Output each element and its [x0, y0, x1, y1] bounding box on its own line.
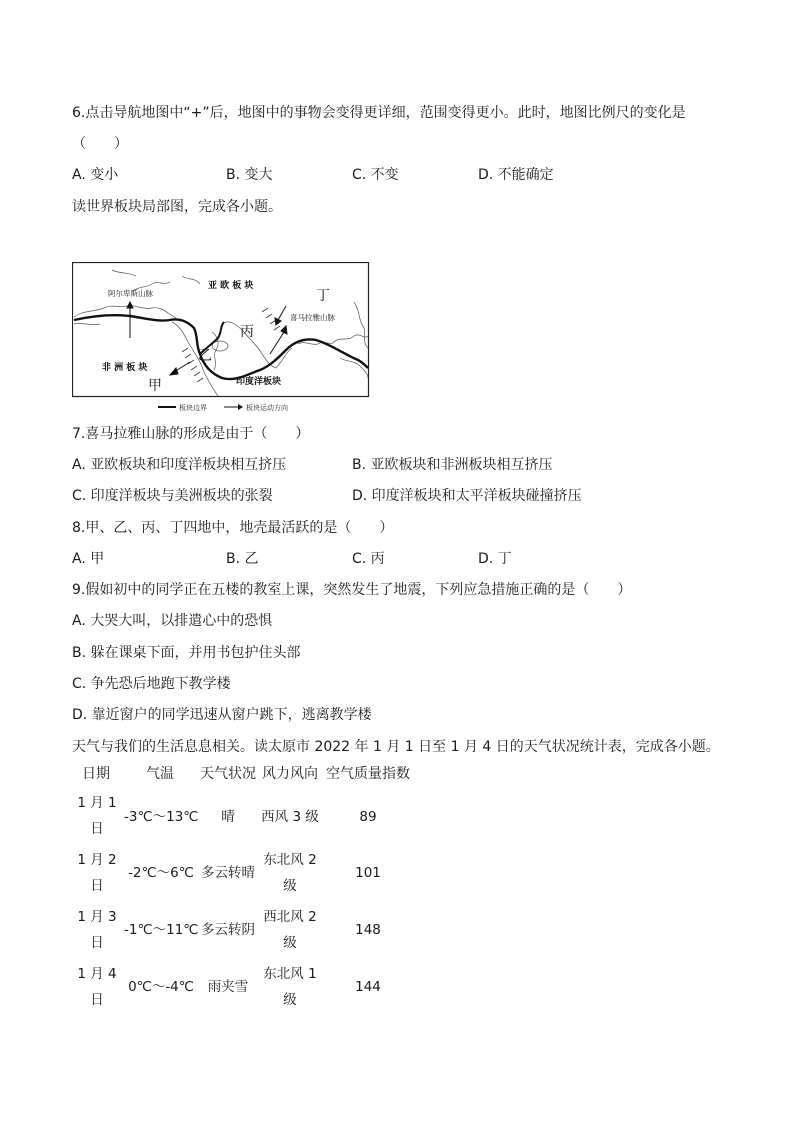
row2-date-line2: 日: [90, 878, 104, 894]
header-weather: 天气状况: [200, 766, 256, 782]
q8-option-d: D. 丁: [478, 551, 512, 567]
row4-date-line1: 1 月 4: [77, 966, 117, 982]
q7-option-d: D. 印度洋板块和太平洋板块碰撞挤压: [352, 488, 582, 504]
row3-temp: -1℃～11℃: [124, 922, 199, 938]
row1-date-line1: 1 月 1: [77, 795, 117, 811]
q8-option-a: A. 甲: [72, 551, 105, 567]
row2-date-line1: 1 月 2: [77, 852, 117, 868]
label-bing: 丙: [240, 324, 254, 340]
row3-wind-line1: 西北风 2: [263, 909, 317, 925]
row1-wind: 西风 3 级: [261, 809, 319, 825]
row2-weather: 多云转晴: [201, 865, 255, 881]
legend-direction-text: 板块运动方向: [246, 404, 288, 412]
header-wind: 风力风向: [262, 766, 318, 782]
row4-aqi: 144: [355, 979, 381, 995]
weather-intro: 天气与我们的生活息息相关。读太原市 2022 年 1 月 1 日至 1 月 4 日的天气状况统计表，完成各小题。: [72, 739, 720, 755]
legend-arrow-icon: [224, 404, 243, 410]
q8-stem: 8.甲、乙、丙、丁四地中，地壳最活跃的是（ ）: [72, 520, 394, 536]
q9-option-d: D. 靠近窗户的同学迅速从窗户跳下，逃离教学楼: [72, 707, 372, 723]
q6-option-c: C. 不变: [352, 167, 399, 183]
q7-stem: 7.喜马拉雅山脉的形成是由于（ ）: [72, 426, 310, 442]
row3-aqi: 148: [355, 922, 381, 938]
african-plate-label: 非 洲 板 块: [102, 363, 148, 373]
q9-option-b: B. 躲在课桌下面，并用书包护住头部: [72, 645, 301, 661]
label-ding: 丁: [316, 288, 330, 304]
himalaya-label: 喜马拉雅山脉: [290, 313, 335, 322]
row2-wind-line2: 级: [283, 878, 297, 894]
q7-option-c: C. 印度洋板块与美洲板块的张裂: [72, 488, 273, 504]
q6-stem-line2: （ ）: [72, 136, 128, 152]
row2-wind-line1: 东北风 2: [263, 852, 317, 868]
q6-option-b: B. 变大: [226, 167, 273, 183]
map-intro: 读世界板块局部图，完成各小题。: [72, 199, 282, 215]
q9-stem: 9.假如初中的同学正在五楼的教室上课，突然发生了地震，下列应急措施正确的是（ ）: [72, 582, 632, 598]
q9-option-a: A. 大哭大叫，以排遣心中的恐惧: [72, 613, 273, 629]
header-temp: 气温: [146, 766, 174, 782]
row4-wind-line2: 级: [283, 992, 297, 1008]
row3-wind-line2: 级: [283, 935, 297, 951]
row3-weather: 多云转阴: [201, 922, 255, 938]
row4-temp: 0℃～-4℃: [128, 979, 194, 995]
label-jia: 甲: [148, 378, 162, 394]
indian-plate-label: 印度洋板块: [236, 377, 282, 387]
q6-stem-line1: 6.点击导航地图中“+”后，地图中的事物会变得更详细，范围变得更小。此时，地图比例尺的变化是: [72, 105, 686, 121]
plate-map: [72, 262, 372, 412]
header-date: 日期: [82, 766, 110, 782]
row3-date-line1: 1 月 3: [77, 909, 117, 925]
q8-option-c: C. 丙: [352, 551, 385, 567]
q7-option-b: B. 亚欧板块和非洲板块相互挤压: [352, 457, 553, 473]
row1-aqi: 89: [359, 809, 377, 825]
legend-boundary-text: 板块边界: [179, 404, 207, 412]
q6-option-a: A. 变小: [72, 167, 119, 183]
row4-wind-line1: 东北风 1: [263, 966, 317, 982]
row1-date-line2: 日: [90, 821, 104, 837]
q9-option-c: C. 争先恐后地跑下教学楼: [72, 676, 231, 692]
row1-temp: -3℃～13℃: [124, 809, 199, 825]
eurasian-plate-label: 亚 欧 板 块: [208, 281, 254, 291]
row2-aqi: 101: [355, 865, 381, 881]
header-aqi: 空气质量指数: [326, 766, 410, 782]
q6-option-d: D. 不能确定: [478, 167, 554, 183]
row4-date-line2: 日: [90, 992, 104, 1008]
row2-temp: -2℃～6℃: [128, 865, 194, 881]
row4-weather: 雨夹雪: [207, 979, 249, 995]
q8-option-b: B. 乙: [226, 551, 259, 567]
label-yi: 乙: [198, 348, 212, 364]
row1-weather: 晴: [221, 809, 235, 825]
row3-date-line2: 日: [90, 935, 104, 951]
alps-label: 阿尔卑斯山脉: [108, 289, 153, 298]
q7-option-a: A. 亚欧板块和印度洋板块相互挤压: [72, 457, 287, 473]
